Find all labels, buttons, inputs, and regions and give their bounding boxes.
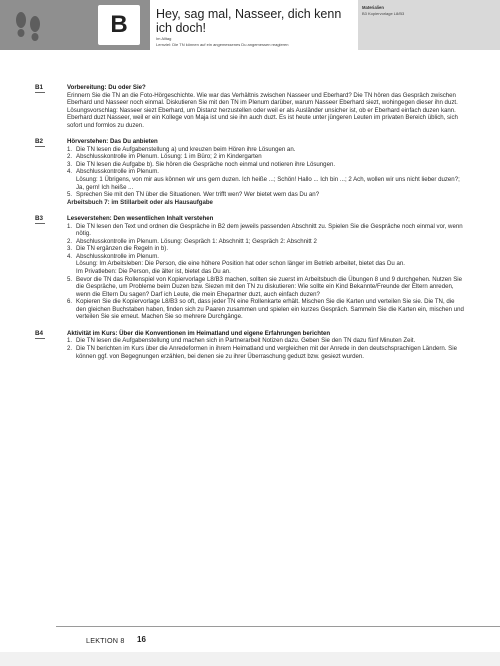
page-footer — [0, 626, 500, 652]
header-band-left — [0, 0, 150, 50]
list-item: 6. Kopieren Sie die Kopiervorlage L8/B3 so oft, dass jeder TN eine Rollenkarte erhält. Mischen Sie die Karten und verteilen Sie sie. Die TN, die den gleichen Buchstaben haben, finden sich zu Paaren zusammen und spielen ein kurzes Gespräch. Sammeln Sie die Karten ein, mischen und verteilen Sie sie erneut. Machen Sie so mehrere Durchgänge. — [67, 298, 464, 321]
list-item-extra: Im Privatleben: Die Person, die älter ist, bietet das Du an. — [76, 268, 231, 276]
list-item: 4. Abschlusskontrolle im Plenum. — [67, 252, 159, 260]
section-b3 — [35, 215, 465, 321]
list-item: 3. Die TN ergänzen die Regeln in b). — [67, 245, 169, 253]
section-code-underline — [35, 146, 45, 147]
materials-text: B3 Kopiervorlage L8/B3 — [362, 11, 405, 16]
section-code-underline — [35, 338, 45, 339]
list-item: 4. Abschlusskontrolle im Plenum. — [67, 168, 159, 176]
section-body — [67, 84, 465, 129]
section-title: Leseverstehen: Den wesentlichen Inhalt verstehen — [67, 215, 214, 223]
page-content — [35, 84, 465, 369]
page-header — [0, 0, 500, 50]
section-code: B2 — [35, 138, 44, 146]
footprints-icon — [8, 6, 48, 46]
materials-box — [358, 0, 500, 50]
list-item: 2. Die TN berichten im Kurs über die Anredeformen in ihrem Heimatland und vergleichen mit der Anrede in den deutschsprachigen Ländern. Sie können ggf. von Begegnungen erzählen, bei denen sie zu ihrer Überraschung geduzt bzw. gesiezt wurden. — [67, 344, 457, 360]
section-code: B4 — [35, 329, 44, 337]
list-item: 5. Sprechen Sie mit den TN über die Situationen. Wer trifft wen? Wer bietet wem das Du an? — [67, 191, 320, 199]
list-item: 2. Abschlusskontrolle im Plenum. Lösung: Gespräch 1: Abschnitt 1; Gespräch 2: Abschnitt 2 — [67, 237, 317, 245]
list-item: 2. Abschlusskontrolle im Plenum. Lösung: 1 im Büro; 2 im Kindergarten — [67, 153, 262, 161]
section-body — [67, 215, 465, 321]
list-item-extra: Lösung: 1 Übrigens, von mir aus können wir uns gern duzen. Ich heiße ...; Schön! Hallo ... Ich bin ...; 2 Ach, wollen wir uns nicht lieber duzen?; Ja, gern! Ich heiße ... — [76, 176, 460, 191]
list-item: 3. Die TN lesen die Aufgabe b). Sie hören die Gespräche noch einmal und notieren ihre Lösungen. — [67, 160, 336, 168]
paragraph: Erinnern Sie die TN an die Foto-Hörgeschichte. Wie war das Verhältnis zwischen Nasseer und Eberhard? Die TN hören das Gespräch zwischen Eberhard und Nasseer noch einmal. Diskutieren Sie mit den TN im Plenum darüber, warum Nasseer Eberhard siezt, wohingegen dieser ihn duzt. — [67, 91, 458, 107]
section-code: B3 — [35, 215, 44, 223]
section-title: Vorbereitung: Du oder Sie? — [67, 84, 146, 91]
materials-label: Materialien — [362, 5, 384, 10]
section-body — [67, 138, 465, 206]
section-b1 — [35, 84, 465, 129]
section-body — [67, 330, 465, 360]
list-item: 1. Die TN lesen die Aufgabenstellung a) und kreuzen beim Hören ihre Lösungen an. — [67, 145, 296, 153]
list-item: 5. Bevor die TN das Rollenspiel von Kopiervorlage L8/B3 machen, sollten sie zuerst im Arbeitsbuch die Übungen 8 und 9 durchgehen. Nutzen Sie die Gespräche, um Probleme beim Duzen bzw. Siezen mit den TN zu diskutieren: Wie sollte ein Kind Bekannte/Freunde der Eltern anreden, wenn die Eltern Du sagen? Darf ich Leute, die mein Ehepartner duzt, auch einfach duzen? — [67, 275, 463, 298]
header-learning-goal: Lernziel: Die TN können auf ein angemessenes Du angemessen reagieren — [156, 42, 289, 47]
footer-divider — [56, 626, 500, 627]
section-title: Hörverstehen: Das Du anbieten — [67, 138, 158, 146]
bottom-band — [0, 652, 500, 666]
page-number: 16 — [137, 635, 146, 644]
header-title-area — [150, 0, 358, 50]
section-b2 — [35, 138, 465, 206]
workbook-note: Arbeitsbuch 7: im Stillarbeit oder als Hausaufgabe — [67, 198, 213, 206]
section-code: B1 — [35, 84, 44, 91]
page-title: Hey, sag mal, Nasseer, dich kenn ich doch! — [156, 7, 342, 35]
section-title: Aktivität im Kurs: Über die Konventionen im Heimatland und eigene Erfahrungen berichten — [67, 329, 331, 337]
paragraph: Lösungsvorschlag: Nasseer siezt Eberhard, um Distanz herzustellen oder weil er als Ausländer unsicher ist, ob er Eberhard einfach duzen kann. Eberhard duzt Nasseer, weil er ein Kollege von Maja ist und sie ihn auch duzt. Es ist heute unter jüngeren Leuten im privaten Bereich üblich, sich sofort und formlos zu duzen. — [67, 106, 458, 129]
section-letter-badge: B — [98, 5, 140, 45]
section-code-underline — [35, 223, 45, 224]
list-item: 1. Die TN lesen die Aufgabenstellung und machen sich in Partnerarbeit Notizen dazu. Geben Sie den TN dazu fünf Minuten Zeit. — [67, 337, 416, 345]
section-b4 — [35, 330, 465, 360]
lesson-label: LEKTION 8 — [86, 636, 125, 645]
header-context: Im Alltag — [156, 36, 172, 41]
list-item-extra: Lösung: Im Arbeitsleben: Die Person, die eine höhere Position hat oder schon länger im Betrieb arbeitet, bietet das Du an. — [76, 260, 405, 268]
section-code-underline — [35, 92, 45, 93]
list-item: 1. Die TN lesen den Text und ordnen die Gespräche in B2 dem jeweils passenden Abschnitt zu. Spielen Sie die Gespräche noch einmal vor, wenn nötig. — [67, 222, 463, 238]
